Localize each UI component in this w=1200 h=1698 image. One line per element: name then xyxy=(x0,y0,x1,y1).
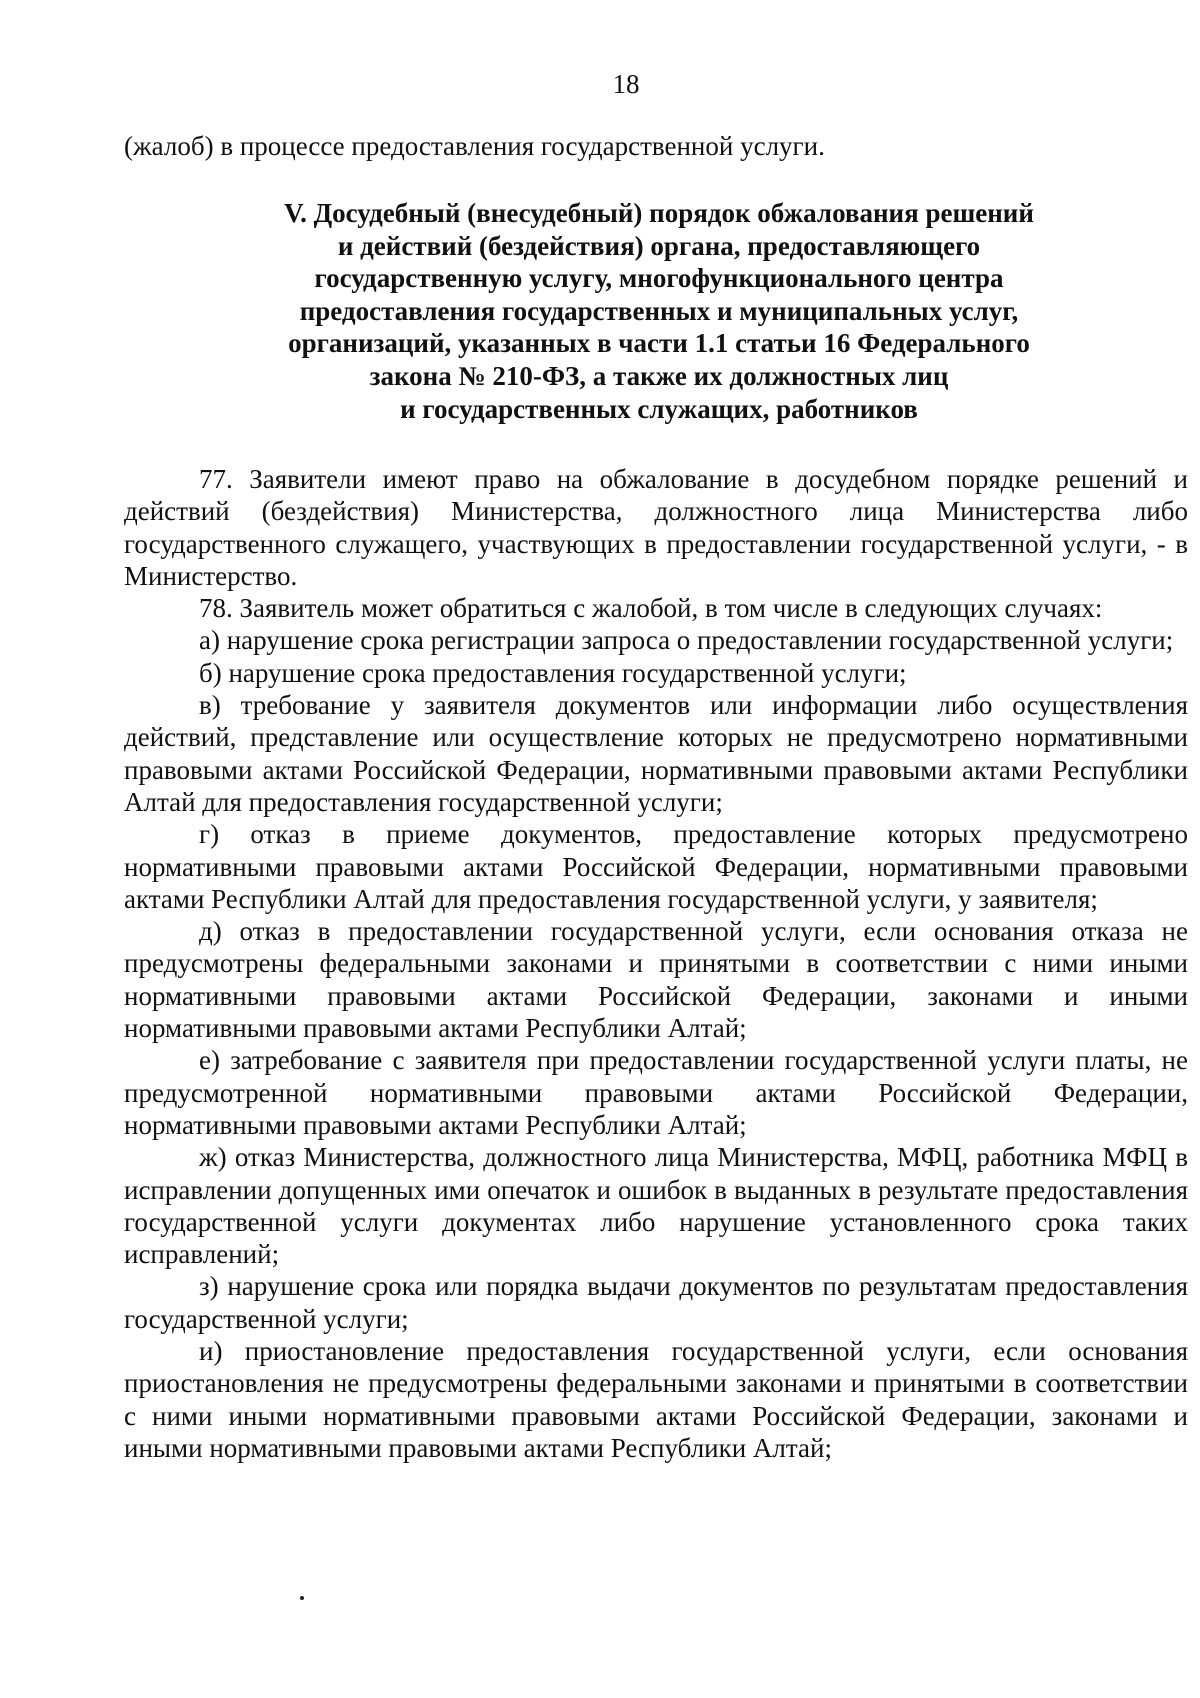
section-heading-line: и государственных служащих, работников xyxy=(400,393,918,424)
section-heading-line: организаций, указанных в части 1.1 статьи 16 Федерального xyxy=(288,328,1030,359)
section-heading-line: предоставления государственных и муниципальных услуг, xyxy=(299,295,1019,326)
paragraph-77: 77. Заявители имеют право на обжалование в досудебном порядке решений и действий (бездействия) Министерства, должностного лица Министерства либо государственного служащего, участвующих в предоставлении государственной услуги, - в Министерство. xyxy=(124,464,1188,591)
section-heading-line: и действий (бездействия) органа, предоставляющего xyxy=(337,230,981,261)
scan-dot-mark xyxy=(300,1596,304,1600)
page-number: 18 xyxy=(612,69,640,99)
list-item-e: е) затребование с заявителя при предоставлении государственной услуги платы, не предусмотренной нормативными правовыми актами Российской Федерации, нормативными правовыми актами Республики Алтай; xyxy=(124,1045,1188,1140)
section-heading-line: государственную услугу, многофункционального центра xyxy=(314,263,1004,294)
section-heading xyxy=(124,197,1194,425)
body-text xyxy=(124,463,1188,1464)
continuation-text: (жалоб) в процессе предоставления государственной услуги. xyxy=(124,131,825,161)
list-item-v: в) требование у заявителя документов или информации либо осуществления действий, представление или осуществление которых не предусмотрено нормативными правовыми актами Российской Федерации, нормативными правовыми актами Республики Алтай для предоставления государственной услуги; xyxy=(124,690,1188,817)
list-item-i: и) приостановление предоставления государственной услуги, если основания приостановления не предусмотрены федеральными законами и принятыми в соответствии с ними иными нормативными правовыми актами Российской Федерации, законами и иными нормативными правовыми актами Республики Алтай; xyxy=(124,1336,1188,1463)
list-item-b: б) нарушение срока предоставления государственной услуги; xyxy=(199,657,907,688)
paragraph-78: 78. Заявитель может обратиться с жалобой, в том числе в следующих случаях: xyxy=(199,593,1103,624)
section-heading-line: закона № 210-ФЗ, а также их должностных лиц xyxy=(369,360,949,391)
list-item-z: з) нарушение срока или порядка выдачи документов по результатам предоставления государственной услуги; xyxy=(124,1271,1188,1334)
list-item-zh: ж) отказ Министерства, должностного лица Министерства, МФЦ, работника МФЦ в исправлении допущенных ими опечаток и ошибок в выданных в результате предоставления государственной услуги документах либо нарушение установленного срока таких исправлений; xyxy=(124,1142,1188,1270)
section-heading-line: V. Досудебный (внесудебный) порядок обжалования решений xyxy=(284,198,1034,228)
list-item-g: г) отказ в приеме документов, предоставление которых предусмотрено нормативными правовыми актами Российской Федерации, нормативными правовыми актами Республики Алтай для предоставления государственной услуги, у заявителя; xyxy=(124,819,1188,914)
list-item-a: а) нарушение срока регистрации запроса о предоставлении государственной услуги; xyxy=(199,625,1174,656)
list-item-d: д) отказ в предоставлении государственной услуги, если основания отказа не предусмотрены федеральными законами и принятыми в соответствии с ними иными нормативными правовыми актами Российской Федерации, законами и иными нормативными правовыми актами Республики Алтай; xyxy=(124,916,1188,1044)
